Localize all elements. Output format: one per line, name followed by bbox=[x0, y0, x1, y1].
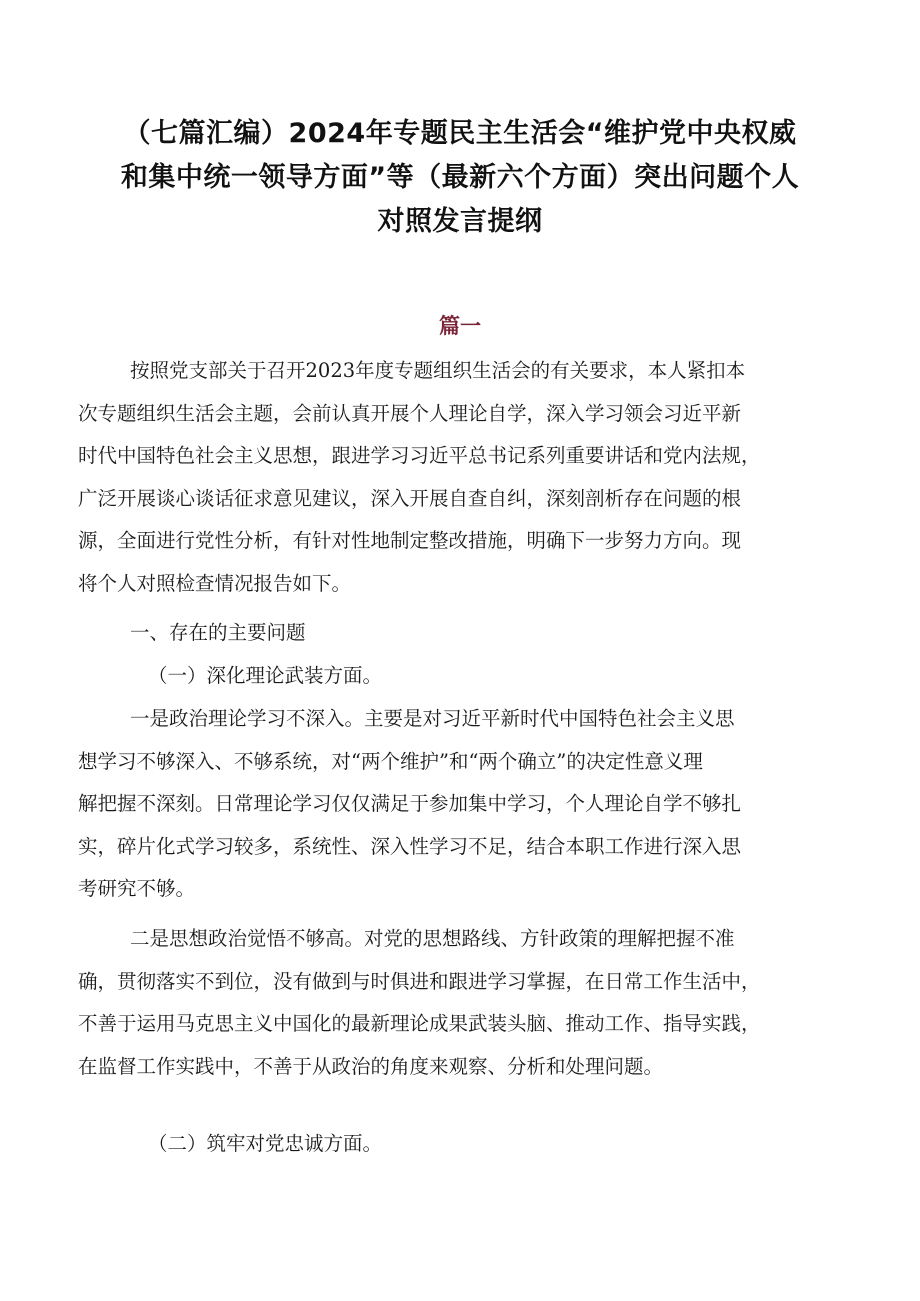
paragraph-line: 将个人对照检查情况报告如下。 bbox=[78, 571, 352, 595]
heading-line: （二）筑牢对党忠诚方面。 bbox=[148, 1132, 383, 1155]
title-line: 对照发言提纲 bbox=[377, 206, 543, 237]
paragraph-line: 一是政治理论学习不深入。主要是对习近平新时代中国特色社会主义思 bbox=[130, 707, 735, 730]
item-paragraph-2 bbox=[78, 918, 858, 1088]
heading-party-loyalty bbox=[78, 1123, 858, 1166]
document-title bbox=[60, 112, 860, 244]
heading-line: 一、存在的主要问题 bbox=[130, 621, 306, 644]
heading-main-problems bbox=[78, 612, 858, 655]
title-line: （七篇汇编）2024年专题民主生活会“维护党中央权威 bbox=[123, 118, 797, 149]
paragraph-line: 次专题组织生活会主题，会前认真开展个人理论自学，深入学习领会习近平新 bbox=[78, 401, 742, 425]
paragraph-line: 解把握不深刻。日常理论学习仅仅满足于参加集中学习，个人理论自学不够扎 bbox=[78, 792, 742, 815]
paragraph-line: 实，碎片化式学习较多，系统性、深入性学习不足，结合本职工作进行深入思 bbox=[78, 834, 742, 858]
paragraph-line: 在监督工作实践中，不善于从政治的角度来观察、分析和处理问题。 bbox=[78, 1054, 664, 1078]
title-line: 和集中统一领导方面”等（最新六个方面）突出问题个人 bbox=[120, 162, 800, 193]
paragraph-line: 二是思想政治觉悟不够高。对党的思想路线、方针政策的理解把握不准 bbox=[130, 927, 735, 950]
heading-theory-armament bbox=[78, 655, 858, 698]
heading-line: （一）深化理论武装方面。 bbox=[148, 664, 383, 687]
section-heading: 篇一 bbox=[439, 314, 481, 338]
paragraph-line: 考研究不够。 bbox=[78, 877, 196, 900]
paragraph-line: 按照党支部关于召开2023年度专题组织生活会的有关要求，本人紧扣本 bbox=[130, 359, 746, 382]
paragraph-line: 源，全面进行党性分析，有针对性地制定整改措施，明确下一步努力方向。现 bbox=[78, 529, 742, 552]
paragraph-line: 确，贯彻落实不到位，没有做到与时俱进和跟进学习掌握，在日常工作生活中， bbox=[78, 969, 761, 993]
paragraph-line: 时代中国特色社会主义思想，跟进学习习近平总书记系列重要讲话和党内法规， bbox=[78, 444, 761, 467]
paragraph-line: 想学习不够深入、不够系统，对“两个维护”和“两个确立”的决定性意义理 bbox=[78, 749, 703, 773]
item-paragraph-1 bbox=[78, 698, 858, 911]
intro-paragraph bbox=[78, 350, 858, 605]
paragraph-line: 广泛开展谈心谈话征求意见建议，深入开展自查自纠，深刻剖析存在问题的根 bbox=[78, 486, 742, 510]
paragraph-line: 不善于运用马克思主义中国化的最新理论成果武装头脑、推动工作、指导实践， bbox=[78, 1012, 761, 1035]
